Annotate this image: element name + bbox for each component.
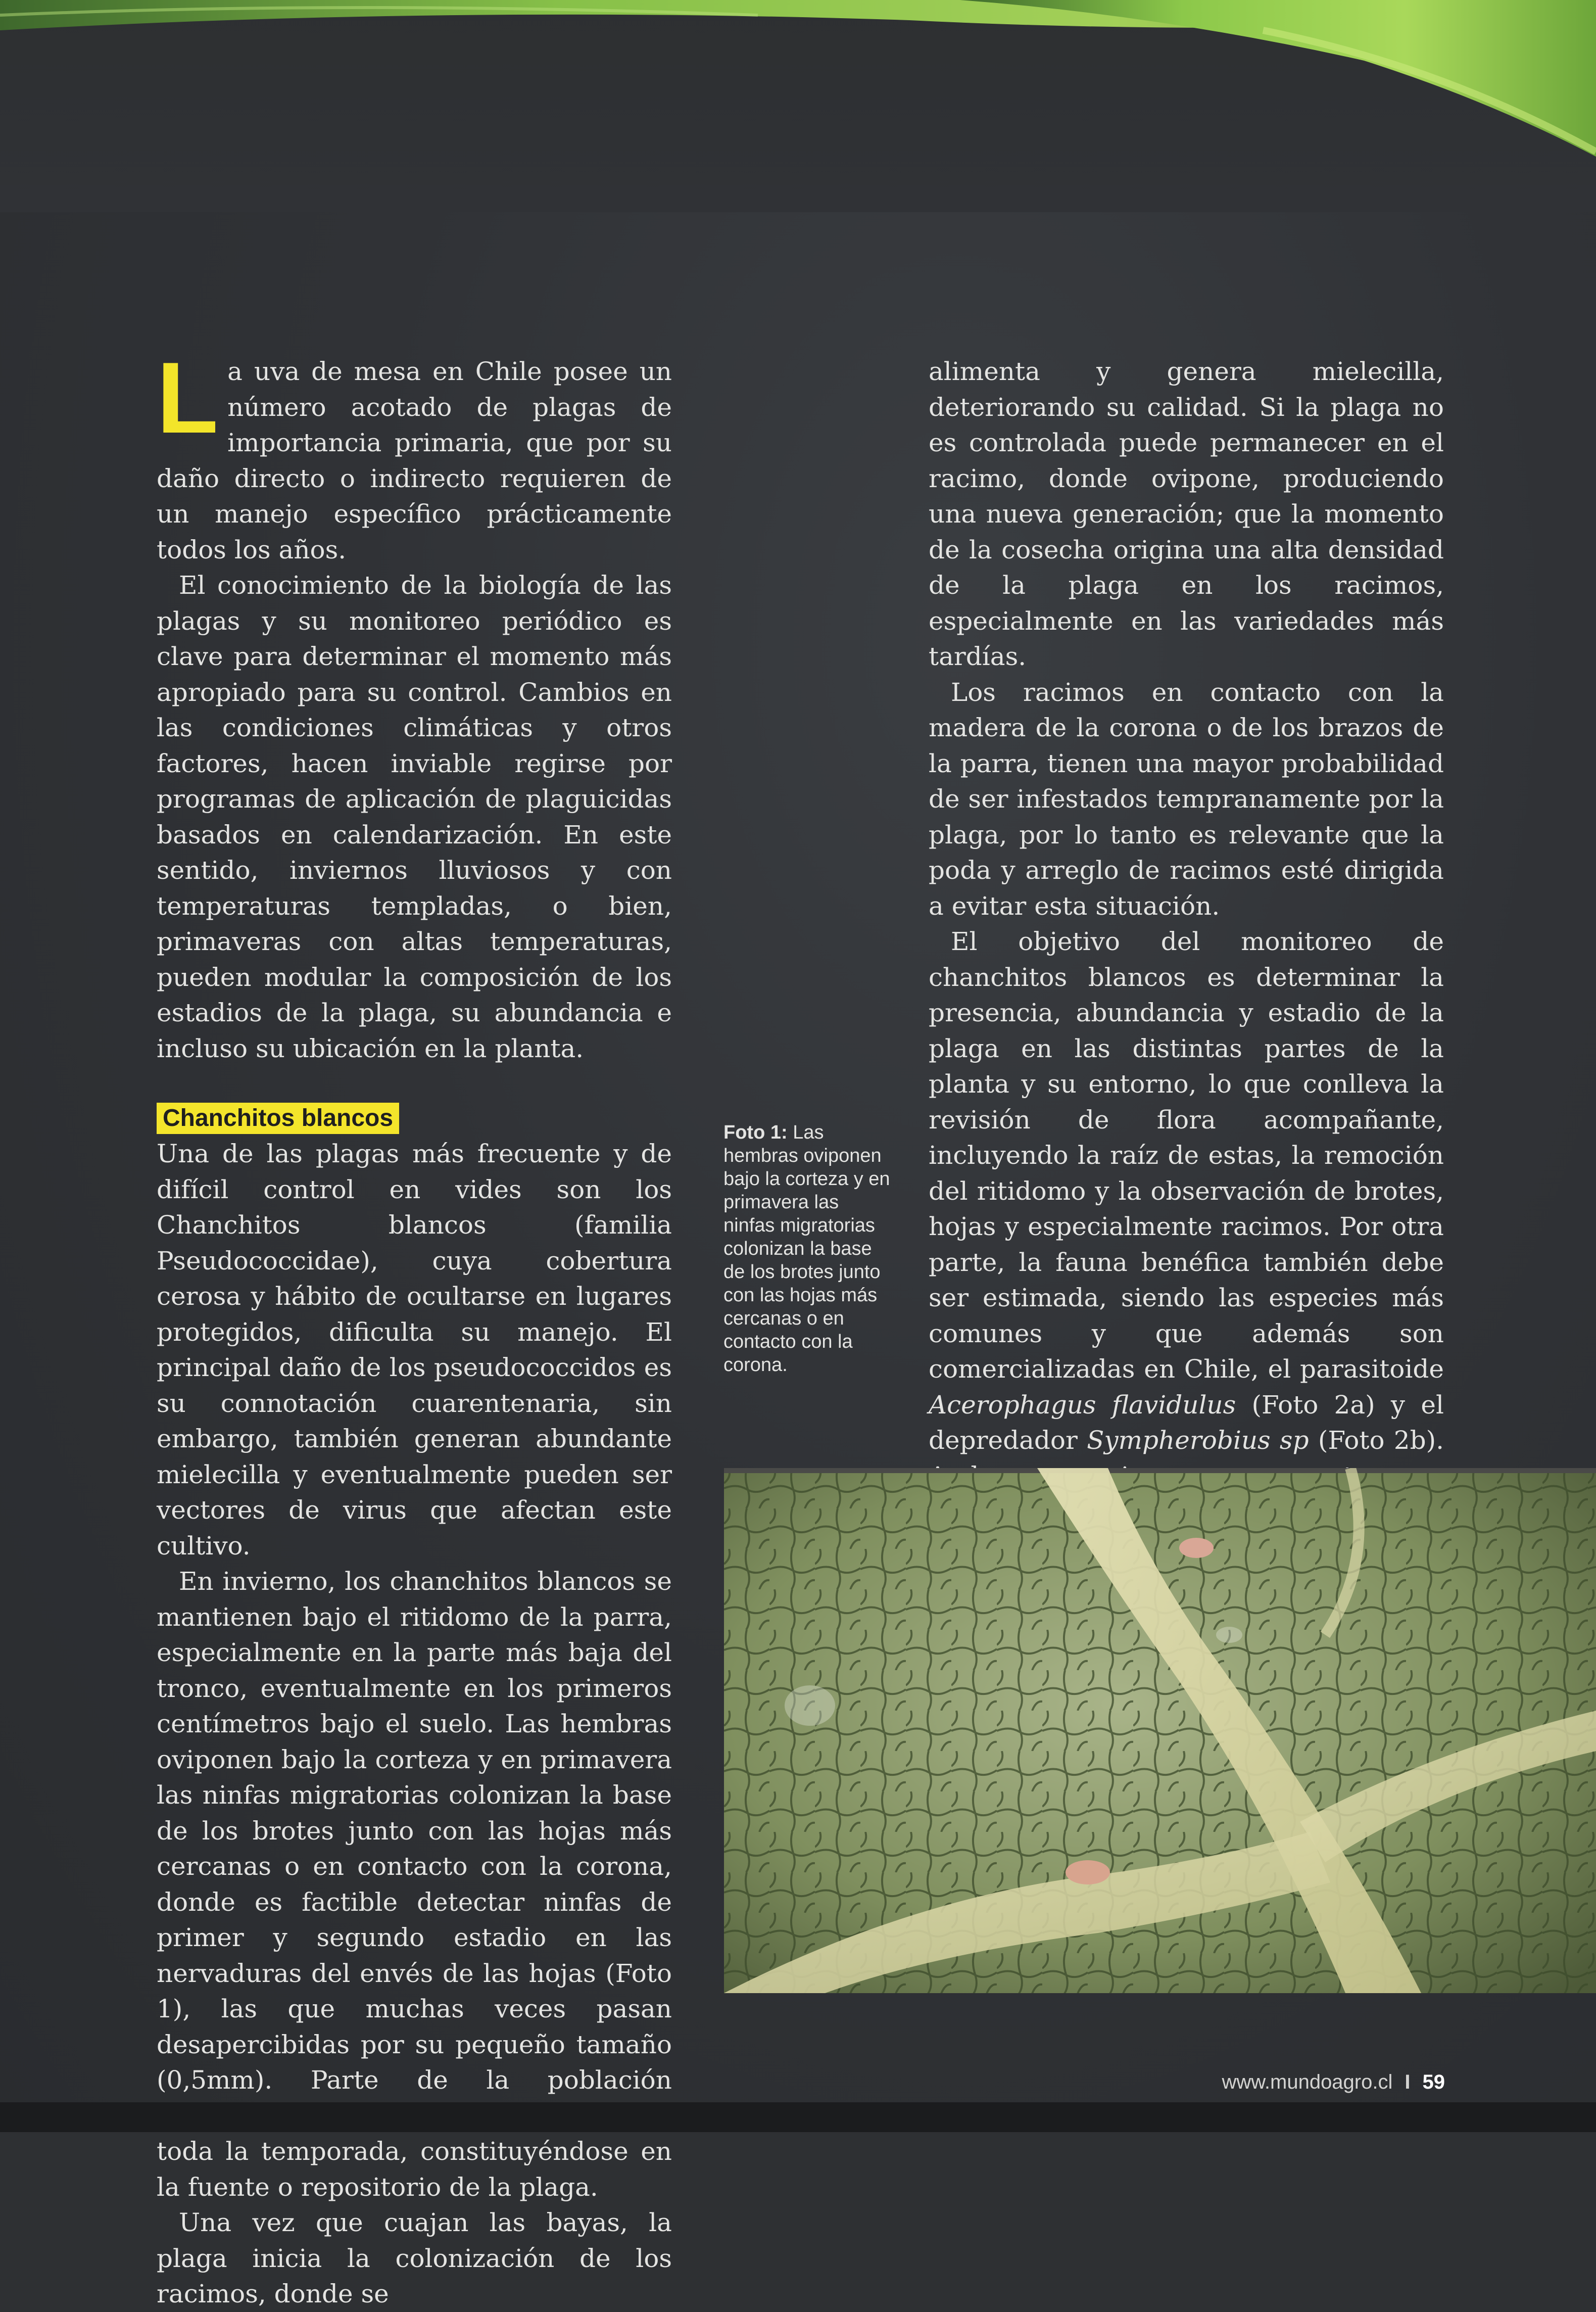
photo-caption — [723, 1121, 890, 1377]
section-heading-wrap — [157, 1100, 672, 1136]
paragraph-winter: En invierno, los chanchitos blancos se mantienen bajo el ritidomo de la parra, especialmente en la parte más baja del tronco, eventualmente en los primeros centímetros bajo el suelo. Las hembras oviponen bajo la corteza y en primavera las ninfas migratorias colonizan la base de los brotes junto con las hojas más cercanas o en contacto con la corona, donde es factible detectar ninfas de primer y segundo estadio en las nervaduras del envés de las hojas (Foto 1), las que muchas veces pasan desapercibidas por su pequeño tamaño (0,5mm). Parte de la población toda la temporada, constituyéndose en la fuente o repositorio de la plaga. — [157, 1567, 672, 2202]
mealybug-nymph-2 — [1066, 1860, 1110, 1884]
paragraph-intro-text: a uva de mesa en Chile posee un número acotado de plagas de importancia primaria, que por su daño directo o indirecto requieren de un manejo específico prácticamente todos los años. — [157, 357, 672, 564]
bottom-band — [0, 2102, 1596, 2132]
paragraph-intro — [157, 342, 672, 568]
monitoreo-text-3: (Foto 2b). — [1318, 1426, 1444, 1455]
paragraph-bayas-continued: alimenta y genera mielecilla, deteriorando su calidad. Si la plaga no es controlada puede permanecer en el racimo, donde ovipone, produciendo una nueva generación; que la momento de la cosecha origina una alta densidad de la plaga en los racimos, especialmente en las variedades más tardías. — [929, 357, 1444, 671]
paragraph-racimos: Los racimos en contacto con la madera de la corona o de los brazos de la parra, tienen una mayor probabilidad de ser infestados tempranamente por la plaga, por lo tanto es relevante que la poda y arreglo de racimos esté dirigida a evitar esta situación. — [929, 677, 1444, 921]
caption-text: Las hembras oviponen bajo la corteza y en primavera las ninfas migratorias colonizan la base de los brotes junto con las hojas más cercanas o en contacto con la corona. — [723, 1122, 890, 1376]
paragraph-chanchitos: Una de las plagas más frecuente y de difícil control en vides son los Chanchitos blancos (familia Pseudococcidae), cuya cobertura cerosa y hábito de ocultarse en lugares protegidos, dificulta su manejo. El principal daño de los pseudococcidos es su connotación cuarentenaria, sin embargo, también generan abundante mielecilla y eventualmente pueden ser vectores de virus que afectan este cultivo. — [157, 1139, 672, 1561]
leaf-photo — [724, 1468, 1596, 1993]
paragraph-bayas: Una vez que cuajan las bayas, la plaga inicia la colonización de los racimos, donde se — [157, 2208, 672, 2308]
dropcap-letter: L — [157, 342, 219, 454]
footer-website: www.mundoagro.cl — [1222, 2071, 1393, 2093]
section-heading: Chanchitos blancos — [157, 1103, 399, 1134]
monitoreo-text-1: El objetivo del monitoreo de chanchitos blancos es determinar la presencia, abundancia y estadio de la plaga en las distintas partes de la planta y su entorno, lo que conlleva la revisión de flora acompañante, incluyendo la raíz de estas, la remoción del ritidomo y la observación de brotes, hojas y especialmente racimos. Por otra parte, la fauna benéfica también debe ser estimada, siendo las especies más comunes y que además son comercializadas en Chile, el parasitoide — [929, 927, 1444, 1384]
paragraph-biology: El conocimiento de la biología de las plagas y su monitoreo periódico es clave para determinar el momento más apropiado para su control. Cambios en las condiciones climáticas y otros factores, hacen inviable regirse por programas de aplicación de plaguicidas basados en calendarización. En este sentido, inviernos lluviosos y con temperaturas templadas, o bien, primaveras con altas temperaturas, pueden modular la composición de los estadios de la plaga, su abundancia e incluso su ubicación en la planta. — [157, 571, 672, 1063]
species-sympherobius: Sympherobius sp — [1087, 1426, 1309, 1455]
footer-separator: I — [1405, 2071, 1411, 2093]
page-number: 59 — [1422, 2071, 1445, 2093]
leaf-top-image — [0, 0, 1596, 212]
mealybug-nymph-1 — [1179, 1538, 1214, 1558]
monitoreo-text-2: (Foto 2a) y el depredador — [929, 1390, 1444, 1455]
caption-label: Foto 1: — [723, 1122, 788, 1143]
article-column-left — [157, 342, 672, 2312]
species-acerophagus: Acerophagus flavidulus — [929, 1390, 1236, 1420]
page-footer — [1182, 2067, 1445, 2097]
article-column-right — [929, 354, 1444, 1636]
